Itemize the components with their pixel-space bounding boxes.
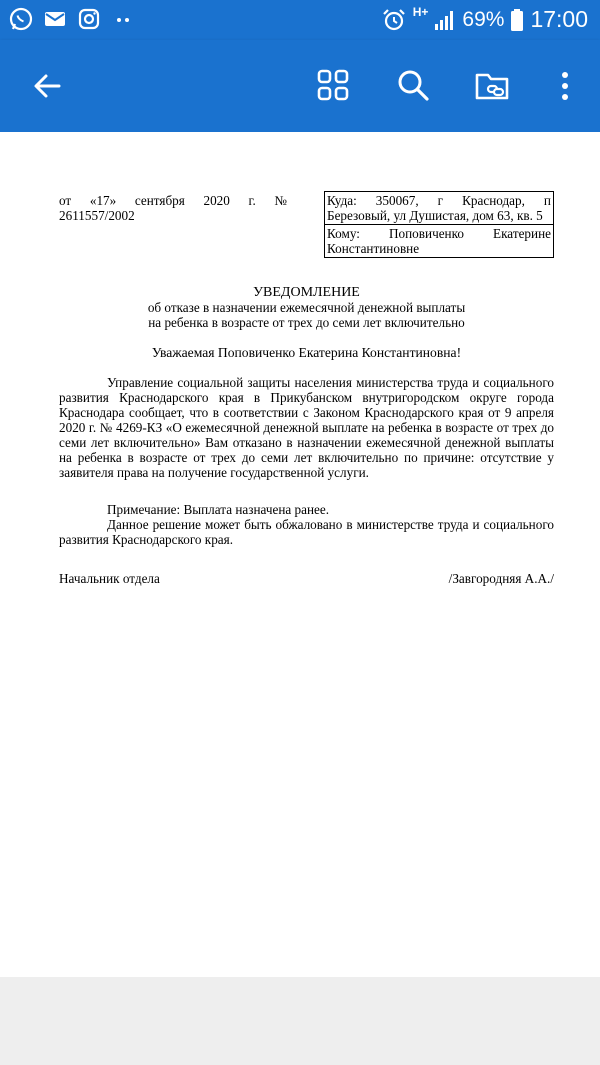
signer-name: /Завгородняя А.А./ bbox=[448, 571, 554, 586]
battery-icon bbox=[510, 7, 524, 33]
more-notifications-icon bbox=[110, 6, 136, 32]
toolbar bbox=[0, 40, 600, 132]
instagram-icon bbox=[76, 6, 102, 32]
folder-link-icon[interactable] bbox=[473, 66, 513, 106]
body-paragraph bbox=[59, 375, 554, 480]
search-icon[interactable] bbox=[393, 66, 433, 106]
battery-percent: 69% bbox=[462, 7, 505, 31]
back-arrow-icon[interactable] bbox=[28, 66, 68, 106]
subtitle-line: об отказе в назначении ежемесячной денежной выплаты bbox=[147, 300, 466, 315]
body-text: Управление социальной защиты населения министерства труда и социального развития Краснодарского края в Прикубанском внутригородском округе города Краснодара сообщает, что в соответствии с Законом Краснодарского края от 9 апреля 2020 г. № 4269-КЗ «О ежемесячной денежной выплате на ребенка в возрасте от трех до семи лет включительно» Вам отказано в назначении ежемесячной денежной выплаты на ребенка в возрасте от трех до семи лет включительно по причине: отсутствие у заявителя права на получение государственной услуги. bbox=[59, 375, 554, 480]
greeting: Уважаемая Поповиченко Екатерина Константиновна! bbox=[151, 345, 462, 360]
whatsapp-icon bbox=[8, 6, 34, 32]
email-icon bbox=[42, 6, 68, 32]
address-to: Куда: 350067, г Краснодар, п Березовый, ул Душистая, дом 63, кв. 5 bbox=[324, 191, 554, 225]
alarm-icon bbox=[381, 7, 407, 33]
overflow-menu-icon[interactable] bbox=[545, 66, 585, 106]
status-bar bbox=[0, 0, 600, 40]
note-text: Примечание: Выплата назначена ранее. bbox=[107, 502, 330, 517]
recipient: Кому: Поповиченко Екатерине Константиновне bbox=[324, 225, 554, 258]
document-subtitle bbox=[59, 300, 554, 330]
notes bbox=[59, 502, 554, 547]
subtitle-line: на ребенка в возрасте от трех до семи лет включительно bbox=[148, 315, 465, 330]
address-block bbox=[324, 191, 554, 258]
appeal-text: Данное решение может быть обжаловано в министерстве труда и социального развития Краснодарского края. bbox=[59, 517, 554, 547]
network-type: H+ bbox=[412, 5, 429, 19]
document-reference: от «17» сентября 2020 г. № 2611557/2002 bbox=[59, 193, 287, 223]
document-page bbox=[0, 132, 600, 977]
document-title: УВЕДОМЛЕНИЕ bbox=[253, 285, 360, 300]
signal-icon bbox=[434, 7, 456, 33]
grid-view-icon[interactable] bbox=[313, 66, 353, 106]
signer-position: Начальник отдела bbox=[59, 571, 160, 586]
clock: 17:00 bbox=[530, 6, 588, 32]
